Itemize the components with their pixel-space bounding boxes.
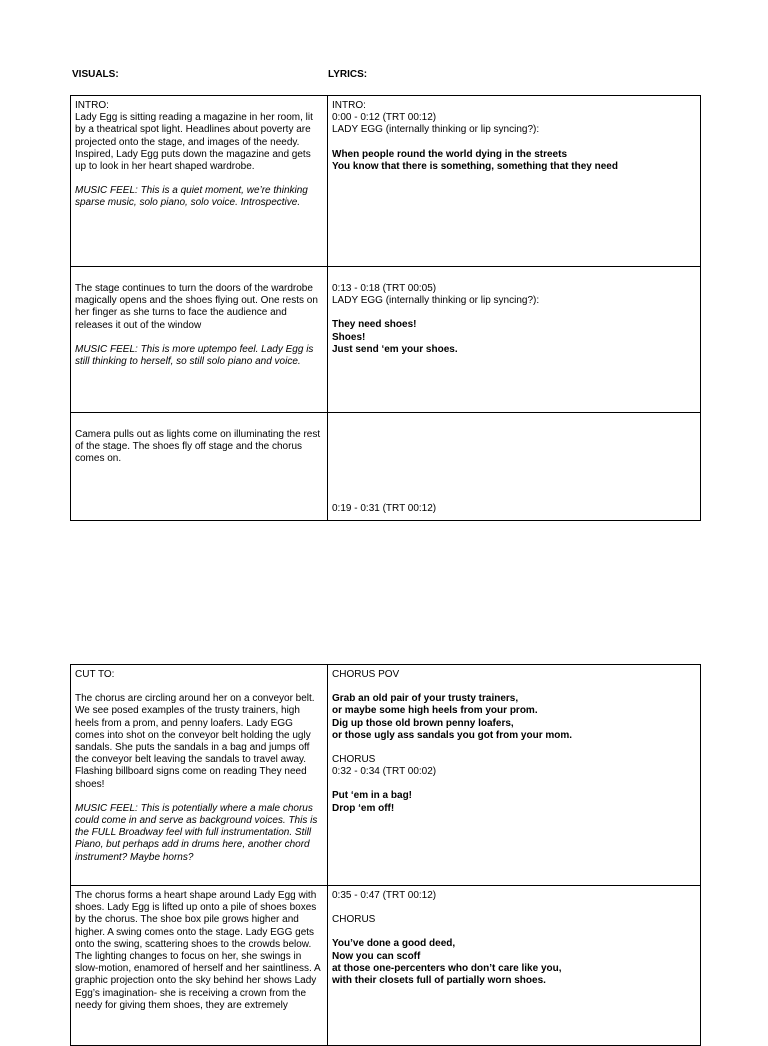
intro-row xyxy=(71,96,701,267)
lyric-line: You’ve done a good deed, xyxy=(332,938,456,950)
timecode: 0:35 - 0:47 (TRT 00:12) xyxy=(332,890,437,901)
cut-to-row xyxy=(71,665,701,886)
camera-row xyxy=(71,413,701,521)
lyrics-header: LYRICS: xyxy=(328,69,368,80)
camera-lyric-cell xyxy=(328,413,701,521)
camera-visual-cell xyxy=(71,413,328,521)
heart-lyric-cell xyxy=(328,886,701,1046)
lyric-line: Put ‘em in a bag! xyxy=(332,790,413,802)
visuals-header: VISUALS: xyxy=(72,69,119,80)
visual-text: The chorus forms a heart shape around Lady Egg with shoes. Lady Egg is lifted up onto a pile of shoes boxes by the chorus. The shoe box pile grows higher and higher. A swing comes onto the stage. Lady EGG gets onto the swing, scattering shoes to the crowds below. The lighting changes to focus on her, she swings in slow-motion, enamored of herself and her saintliness. A graphic projection onto the sky behind her shows Lady Egg’s imagination- she is receiving a crown from the needy for giving them shoes, they are extremely xyxy=(75,890,321,1011)
lyric-line: Just send ‘em your shoes. xyxy=(332,343,458,355)
heart-row xyxy=(71,886,701,1046)
heart-visual-cell xyxy=(71,886,328,1046)
visual-title: INTRO: xyxy=(75,100,109,111)
lyric-line: Dig up those old brown penny loafers, xyxy=(332,717,514,729)
script-table-1 xyxy=(70,95,701,521)
lyric-line: Grab an old pair of your trusty trainers, xyxy=(332,693,519,705)
music-feel-note: MUSIC FEEL: This is potentially where a male chorus could come in and serve as background voices. This is the FULL Broadway feel with full instrumentation. Still Piano, but perhaps add in drums here, another chord instrument? Maybe horns? xyxy=(75,802,318,863)
singer-label: CHORUS xyxy=(332,754,376,766)
wardrobe-row xyxy=(71,267,701,413)
lyric-title: CHORUS POV xyxy=(332,669,400,680)
timecode: 0:19 - 0:31 (TRT 00:12) xyxy=(332,502,437,514)
cut-to-lyric-cell xyxy=(328,665,701,886)
lyric-line: or those ugly ass sandals you got from your mom. xyxy=(332,729,573,741)
wardrobe-visual-cell xyxy=(71,267,328,413)
lyric-line: Drop ‘em off! xyxy=(332,802,395,814)
timecode: 0:00 - 0:12 (TRT 00:12) xyxy=(332,112,437,124)
timecode: 0:32 - 0:34 (TRT 00:02) xyxy=(332,766,437,778)
music-feel-note: MUSIC FEEL: This is more uptempo feel. Lady Egg is still thinking to herself, so still solo piano and voice. xyxy=(75,343,314,368)
singer-label: CHORUS xyxy=(332,914,376,926)
lyric-line: with their closets full of partially worn shoes. xyxy=(332,975,546,987)
singer-label: LADY EGG (internally thinking or lip syncing?): xyxy=(332,124,540,136)
visual-text: Lady Egg is sitting reading a magazine in her room, lit by a theatrical spot light. Headlines about poverty are projected onto the stage, and images of the needy. Inspired, Lady Egg puts down the magazine and gets up to look in her heart shaped wardrobe. xyxy=(75,112,313,173)
lyric-line: They need shoes! xyxy=(332,319,417,331)
intro-visual-cell xyxy=(71,96,328,267)
singer-label: LADY EGG (internally thinking or lip syncing?): xyxy=(332,295,540,307)
intro-lyric-cell xyxy=(328,96,701,267)
script-table-2 xyxy=(70,664,701,1046)
wardrobe-lyric-cell xyxy=(328,267,701,413)
visual-text: Camera pulls out as lights come on illuminating the rest of the stage. The shoes fly off stage and the chorus comes on. xyxy=(75,429,321,465)
visual-title: CUT TO: xyxy=(75,669,115,680)
music-feel-note: MUSIC FEEL: This is a quiet moment, we’re thinking sparse music, solo piano, solo voice. Introspective. xyxy=(75,185,308,209)
lyric-line: Now you can scoff xyxy=(332,950,421,962)
lyric-line: or maybe some high heels from your prom. xyxy=(332,705,538,717)
cut-to-visual-cell xyxy=(71,665,328,886)
visual-text: The chorus are circling around her on a conveyor belt. We see posed examples of the trusty trainers, high heels from a prom, and penny loafers. Lady EGG comes into shot on the conveyor belt holding the ugly sandals. She puts the sandals in a bag and jumps off the conveyor belt leaving the sandals to travel away. Flashing billboard signs come on reading They need shoes! xyxy=(75,693,315,790)
lyric-line: When people round the world dying in the streets xyxy=(332,148,568,160)
lyric-line: You know that there is something, something that they need xyxy=(332,160,618,172)
lyric-line: Shoes! xyxy=(332,331,366,343)
lyric-title: INTRO: xyxy=(332,100,366,111)
lyric-line: at those one-percenters who don’t care like you, xyxy=(332,962,562,974)
timecode: 0:13 - 0:18 (TRT 00:05) xyxy=(332,283,437,294)
visual-text: The stage continues to turn the doors of the wardrobe magically opens and the shoes flying out. One rests on her finger as she turns to face the audience and releases it out of the window xyxy=(75,283,318,331)
